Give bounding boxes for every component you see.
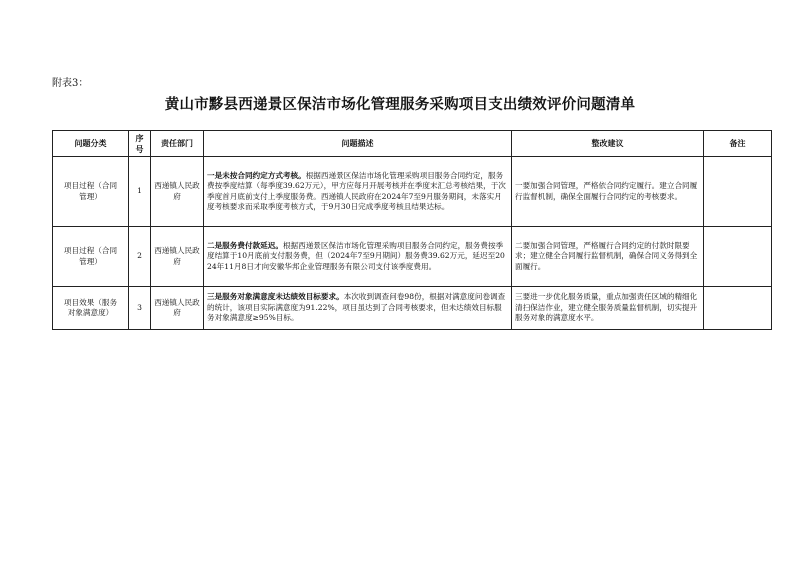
row-department: 西递镇人民政府	[151, 227, 204, 287]
row-index: 1	[129, 157, 151, 227]
table-row	[53, 157, 772, 227]
attachment-label: 附表3：	[52, 78, 89, 89]
row-description-text: 根据西递景区保洁市场化管理采购项目服务合同约定，服务费按季度结算（每季度39.62万元），甲方应每月开展考核并在季度末汇总考核结果，于次季度首月底前支付上季度服务费。西递镇人民政府在2024年7至9月服务期间，未落实月度考核要求而采取季度考核方式，于9月30日完成季度考核且结果达标。	[207, 170, 506, 211]
row-description-text: 根据西递景区保洁市场化管理采购项目服务合同约定，服务费按季度结算于10月底前支付服务费，但（2024年7至9月期间）服务费39.62万元，延迟至2024年11月8日才向安徽华邦企业管理服务有限公司支付该季度费用。	[207, 240, 505, 271]
row-index: 3	[129, 287, 151, 330]
row-description-heading: 二是服务费付款延迟。	[207, 240, 283, 250]
header-index: 序号	[129, 131, 151, 157]
row-note	[704, 227, 772, 287]
row-description-heading: 一是未按合同约定方式考核。	[207, 170, 306, 180]
row-index: 2	[129, 227, 151, 287]
header-department: 责任部门	[151, 131, 204, 157]
header-category: 问题分类	[53, 131, 129, 157]
row-description	[204, 157, 512, 227]
row-suggestion: 三要进一步优化服务质量，重点加强责任区域的精细化清扫保洁作业，建立健全服务质量监督机制，切实提升服务对象的满意度水平。	[512, 287, 704, 330]
row-description	[204, 287, 512, 330]
row-category: 项目过程（合同管理）	[53, 157, 129, 227]
row-description	[204, 227, 512, 287]
header-description: 问题描述	[204, 131, 512, 157]
header-suggestion: 整改建议	[512, 131, 704, 157]
row-suggestion: 二要加强合同管理，严格履行合同约定的付款时限要求；建立健全合同履行监督机制，确保合同义务得到全面履行。	[512, 227, 704, 287]
row-description-heading: 三是服务对象满意度未达绩效目标要求。	[207, 292, 344, 302]
document-title: 黄山市黟县西递景区保洁市场化管理服务采购项目支出绩效评价问题清单	[164, 96, 636, 113]
row-department: 西递镇人民政府	[151, 287, 204, 330]
table-row	[53, 227, 772, 287]
row-department: 西递镇人民政府	[151, 157, 204, 227]
table-row	[53, 287, 772, 330]
problem-list-table	[52, 130, 772, 330]
row-suggestion: 一要加强合同管理，严格依合同约定履行。建立合同履行监督机制，确保全面履行合同约定的考核要求。	[512, 157, 704, 227]
header-note: 备注	[704, 131, 772, 157]
row-category: 项目过程（合同管理）	[53, 227, 129, 287]
row-category: 项目效果（服务对象满意度）	[53, 287, 129, 330]
table-header-row	[53, 131, 772, 157]
row-description-text: 本次收到调查问卷98份，根据对满意度问卷调查的统计，该项目实际满意度为91.22%，项目虽达到了合同考核要求，但未达绩效目标服务对象满意度≥95%目标。	[207, 292, 506, 323]
row-note	[704, 287, 772, 330]
row-note	[704, 157, 772, 227]
